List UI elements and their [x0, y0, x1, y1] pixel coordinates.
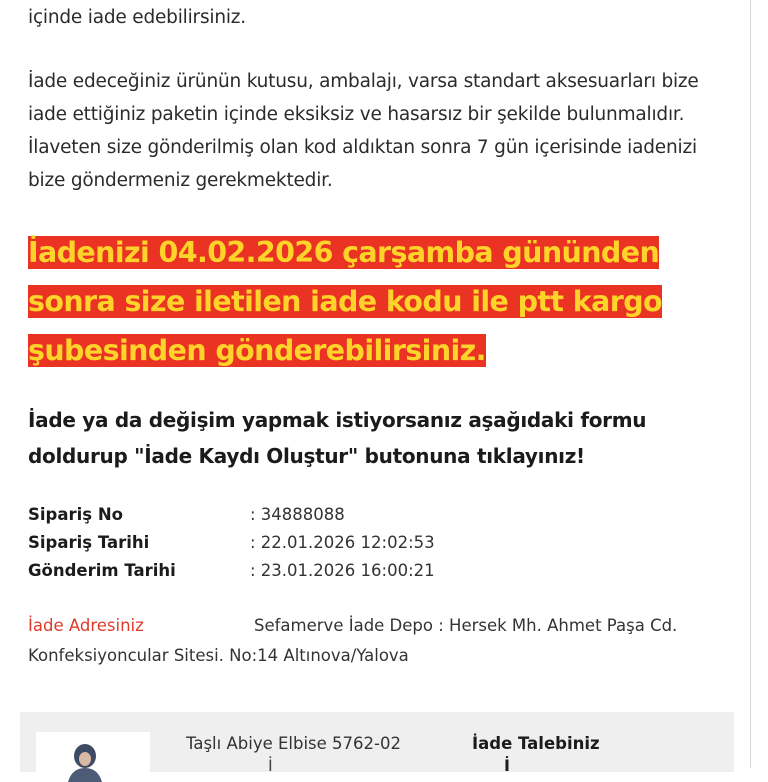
product-card[interactable]: [20, 712, 734, 775]
return-address: [28, 611, 718, 671]
shipping-date-row: [28, 556, 728, 584]
order-date-label: Sipariş Tarihi: [28, 532, 150, 552]
order-info-table: [28, 500, 728, 584]
product-thumbnail-icon: [36, 732, 150, 782]
order-number-row: [28, 500, 728, 528]
return-date-notice-text: İadenizi 04.02.2026 çarşamba gününden sonra size iletilen iade kodu ile ptt kargo şubesinden gönderebilirsiniz.: [28, 236, 663, 367]
return-instruction: İade ya da değişim yapmak istiyorsanız aşağıdaki formu doldurup "İade Kaydı Oluştur" butonuna tıklayınız!: [28, 408, 647, 468]
order-date-value: : 22.01.2026 12:02:53: [250, 532, 435, 552]
product-detail-text: İ: [268, 756, 273, 775]
intro-text: içinde iade edebilirsiniz.: [28, 7, 246, 28]
product-name: Taşlı Abiye Elbise 5762-02: [186, 734, 401, 753]
product-image[interactable]: [36, 732, 150, 782]
shipping-date-label: Gönderim Tarihi: [28, 560, 176, 580]
return-request-label: İade Talebiniz: [472, 734, 600, 753]
return-address-label: İade Adresiniz: [28, 616, 144, 635]
return-request-detail: İ: [504, 756, 510, 775]
return-address-value: Sefamerve İade Depo : Hersek Mh. Ahmet Paşa Cd. Konfeksiyoncular Sitesi. No:14 Altınova/Yalova: [28, 616, 678, 665]
shipping-date-value: : 23.01.2026 16:00:21: [250, 560, 435, 580]
page-right-border: [750, 0, 751, 768]
order-date-row: [28, 528, 728, 556]
order-number-label: Sipariş No: [28, 504, 123, 524]
return-conditions-text: İade edeceğiniz ürünün kutusu, ambalajı, varsa standart aksesuarları bize iade ettiğiniz paketin içinde eksiksiz ve hasarsız bir şekilde bulunmalıdır. İlaveten size gönderilmiş olan kod aldıktan sonra 7 gün içerisinde iadenizi bize göndermeniz gerekmektedir.: [28, 71, 699, 191]
order-number-value: : 34888088: [250, 504, 345, 524]
return-date-notice: [28, 228, 718, 375]
